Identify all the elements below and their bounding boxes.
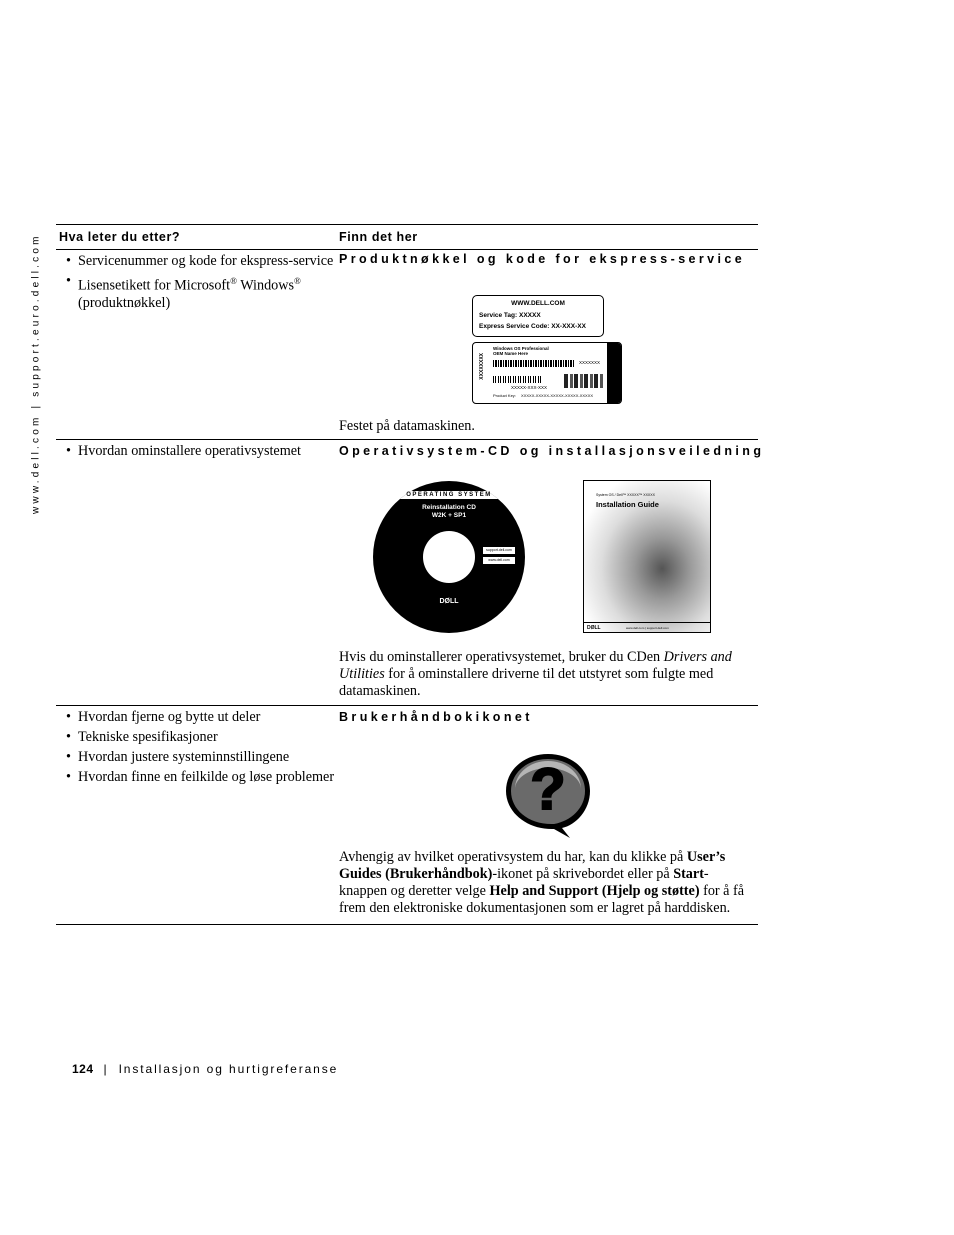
table-row — [56, 440, 765, 705]
label-express-code: Express Service Code: XX-XXX-XX — [479, 323, 586, 330]
barcode-top — [493, 360, 575, 367]
installation-guide-image — [583, 480, 711, 633]
label-caption: Festet på datamaskinen. — [339, 418, 475, 434]
coa-code-right: XXXXXXX — [579, 360, 601, 365]
bullet-list — [59, 253, 339, 312]
page-footer — [72, 1062, 338, 1076]
section-title: Operativsystem-CD og installasjonsveiledning — [339, 444, 765, 458]
bullet-list — [59, 709, 339, 786]
coa-black-strip — [607, 343, 621, 403]
registered-mark: ® — [230, 276, 237, 286]
table-bottom-rule — [56, 924, 758, 925]
cd-line1: Reinstallation CD — [422, 504, 476, 511]
footer-separator: | — [103, 1062, 109, 1076]
guide-logo: DØLL — [587, 625, 601, 631]
para-bold-help-support: Help and Support (Hjelp og støtte) — [489, 883, 700, 899]
list-item: • Hvordan fjerne og bytte ut deler — [59, 709, 339, 726]
row-questions — [56, 440, 339, 705]
row-questions — [56, 706, 339, 924]
coa-line2: OEM Name Here — [493, 351, 529, 356]
service-tag-label — [472, 295, 604, 337]
col2-header: Finn det her — [339, 230, 418, 244]
guide-top: System OS / Dell™ XXXXX™ XXXXX — [596, 493, 655, 497]
para-text: -ikonet på skrivebordet eller på — [492, 866, 674, 882]
table-header — [56, 225, 758, 249]
guide-bottom: www.dell.com | support.dell.com — [626, 626, 669, 630]
sidebar-url: www.dell.com | support.euro.dell.com — [30, 233, 42, 514]
guide-rule — [584, 622, 710, 623]
table-row — [56, 250, 758, 439]
bullet-list — [59, 443, 339, 460]
list-item: • Hvordan justere systeminnstillingene — [59, 749, 339, 766]
para-text: Avhengig av hvilket operativsystem du har, kan du klikke på — [339, 849, 687, 865]
para-text: Hvis du ominstallerer operativsystemet, bruker du CDen — [339, 649, 664, 665]
para-text: -knappen og deretter velge — [339, 866, 709, 899]
guide-title: Installation Guide — [596, 500, 659, 509]
list-item-text: (produktnøkkel) — [78, 294, 171, 311]
coa-line1: Windows OS Professional — [493, 346, 549, 351]
section-title: Brukerhåndbokikonet — [339, 710, 533, 724]
coa-product-key-label: Product Key: — [493, 393, 516, 398]
row-questions — [56, 250, 339, 439]
row-answer — [339, 250, 758, 439]
list-item-text: Lisensetikett for Microsoft — [78, 277, 231, 294]
row-answer — [339, 706, 758, 924]
cd-box1: support.dell.com — [486, 548, 512, 552]
row-answer — [339, 440, 765, 705]
dell-logo: DØLL — [439, 598, 459, 605]
coa-side-code: XXXXXXXX — [479, 353, 485, 380]
label-site: WWW.DELL.COM — [511, 300, 565, 307]
para-text: for å ominstallere driverne til det utstyret som fulgte med datamaskinen. — [339, 666, 714, 699]
list-item: • Tekniske spesifikasjoner — [59, 729, 339, 746]
table-row — [56, 706, 758, 924]
para-text: for å få frem den elektroniske dokumentasjonen som er lagret på harddisken. — [339, 883, 745, 916]
cd-box2: www.dell.com — [488, 558, 510, 562]
section-title: Produktnøkkel og kode for ekspress-service — [339, 252, 746, 266]
coa-product-key: XXXXX-XXXXX-XXXXX-XXXXX-XXXXX — [521, 393, 594, 398]
cd-line2: W2K + SP1 — [431, 512, 467, 519]
page-number: 124 — [72, 1062, 94, 1076]
reinstall-paragraph — [339, 649, 755, 700]
para-italic: Drivers and Utilities — [339, 649, 732, 682]
list-item: • Hvordan ominstallere operativsystemet — [59, 443, 339, 460]
registered-mark: ® — [294, 276, 301, 286]
col1-header: Hva leter du etter? — [59, 230, 181, 244]
coa-product-key-row — [493, 393, 593, 398]
list-item — [59, 273, 339, 312]
coa-barcode-caption: XXXXX-XXX-XXX — [511, 385, 548, 390]
list-item: • Servicenummer og kode for ekspress-service — [59, 253, 339, 270]
para-bold-users-guides: User’s Guides (Brukerhåndbok) — [339, 849, 726, 882]
list-item: • Hvordan finne en feilkilde og løse problemer — [59, 769, 339, 786]
footer-title: Installasjon og hurtigreferanse — [118, 1062, 339, 1076]
help-question-glyph: ? — [530, 756, 566, 822]
barcode-bottom — [493, 376, 543, 383]
info-table — [56, 224, 765, 925]
cd-band: OPERATING SYSTEM — [406, 492, 492, 498]
list-item-text: Windows — [240, 277, 295, 294]
para-bold-start: Start — [673, 866, 704, 882]
label-service-tag: Service Tag: XXXXX — [479, 312, 541, 319]
coa-label — [472, 342, 622, 404]
help-paragraph — [339, 849, 755, 917]
hologram-icon — [564, 374, 604, 388]
